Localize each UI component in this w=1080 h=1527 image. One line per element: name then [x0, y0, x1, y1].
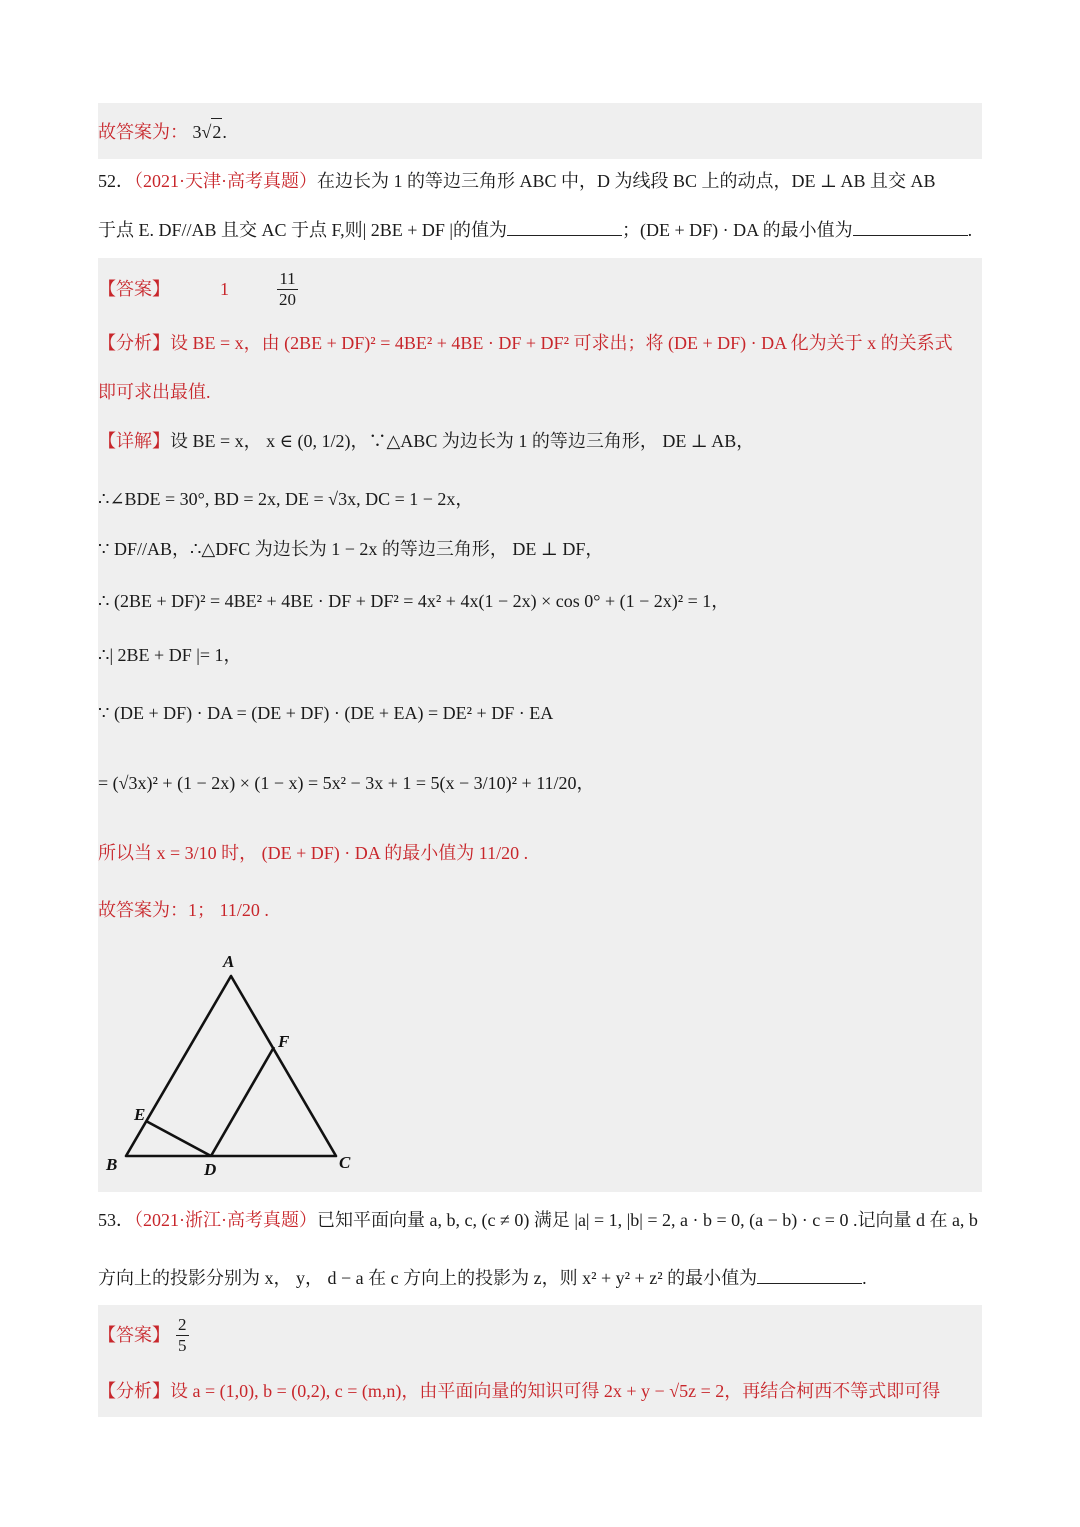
q53-analysis-line1 — [98, 1378, 982, 1404]
q53-stem2a: 方向上的投影分别为 x， y， d − a 在 c 方向上的投影为 z，则 x² + y² + z² 的最小值为 — [98, 1268, 758, 1288]
q53-answer-line — [98, 1310, 982, 1360]
q52-stem-line2 — [98, 217, 982, 243]
q53-answer-num: 2 — [178, 1314, 187, 1334]
label-f: F — [278, 1032, 290, 1051]
analysis-text-1: 设 BE = x，由 (2BE + DF)² = 4BE² + 4BE · DF + DF² 可求出；将 (DE + DF) · DA 化为关于 x 的关系式 — [170, 333, 953, 353]
segment-de — [146, 1121, 211, 1156]
detail-step-5: ∴| 2BE + DF |= 1， — [98, 645, 242, 665]
answer-fraction-num: 11 — [279, 268, 296, 288]
analysis-text-2: 即可求出最值. — [98, 382, 211, 402]
q53-stem-line1 — [98, 1207, 982, 1233]
q52-stem1: 在边长为 1 的等边三角形 ABC 中，D 为线段 BC 上的动点，DE ⊥ AB 且交 AB — [317, 171, 936, 191]
q53-stem1: 已知平面向量 a, b, c, (c ≠ 0) 满足 |a| = 1, |b| = 2, a · b = 0, (a − b) · c = 0 .记向量 d 在 a, b — [317, 1210, 978, 1230]
q52-source: （2021·天津·高考真题） — [134, 171, 317, 191]
answer-label: 【答案】 — [98, 279, 170, 299]
triangle-figure — [98, 945, 368, 1180]
answer-blank-1 — [507, 217, 622, 236]
q53-answer-den: 5 — [178, 1335, 187, 1355]
q52-detail-line7 — [98, 770, 982, 796]
q52-detail-line5 — [98, 642, 982, 668]
analysis-label: 【分析】 — [98, 333, 170, 353]
q52-stem2a: 于点 E. DF//AB 且交 AC 于点 F,则| 2BE + DF |的值为 — [98, 220, 507, 240]
q51-end: . — [222, 122, 227, 142]
q53-number: 53． — [98, 1210, 134, 1230]
q52-analysis-line1 — [98, 330, 982, 356]
q52-detail-line4 — [98, 588, 982, 614]
q52-detail-line8 — [98, 840, 982, 866]
q53-answer-fraction — [176, 1315, 189, 1356]
label-b: B — [106, 1155, 118, 1174]
q52-detail-line3 — [98, 536, 982, 562]
q52-stem2b: ；(DE + DF) · DA 的最小值为 — [621, 220, 853, 240]
label-d: D — [204, 1160, 217, 1179]
detail-final-answer: 故答案为：1； 11/20 . — [98, 900, 269, 920]
detail-step-3: ∵ DF//AB，∴△DFC 为边长为 1 − 2x 的等边三角形， DE ⊥ DF， — [98, 539, 604, 559]
triangle-abc — [126, 976, 336, 1156]
q51-answer-line — [98, 118, 982, 145]
q53-source: （2021·浙江·高考真题） — [134, 1210, 317, 1230]
detail-step-4: ∴ (2BE + DF)² = 4BE² + 4BE · DF + DF² = 4x² + 4x(1 − 2x) × cos 0° + (1 − 2x)² = 1， — [98, 591, 730, 611]
answer-blank-3 — [757, 1265, 862, 1284]
q52-detail-line9 — [98, 897, 982, 923]
label-c: C — [339, 1153, 351, 1172]
q51-answer-text: 故答案为： — [98, 122, 188, 142]
q52-stem-line1 — [98, 168, 982, 194]
q51-answer-value: 3√2 — [193, 122, 223, 142]
q53-stem-line2 — [98, 1265, 982, 1291]
q53-stem2b: . — [862, 1268, 867, 1288]
answer-value-1: 1 — [220, 279, 229, 299]
detail-step-8: 所以当 x = 3/10 时， (DE + DF) · DA 的最小值为 11/20 . — [98, 843, 529, 863]
q52-answer-line — [98, 264, 982, 314]
answer-fraction-den: 20 — [279, 289, 296, 309]
q52-number: 52． — [98, 171, 134, 191]
answer-fraction — [277, 269, 298, 310]
detail-label: 【详解】 — [98, 431, 170, 451]
detail-step-7: = (√3x)² + (1 − 2x) × (1 − x) = 5x² − 3x + 1 = 5(x − 3/10)² + 11/20， — [98, 773, 595, 793]
detail-step-2: ∴∠BDE = 30°, BD = 2x, DE = √3x, DC = 1 − 2x， — [98, 489, 474, 509]
q52-analysis-line2 — [98, 379, 982, 405]
q53-answer-label: 【答案】 — [98, 1325, 170, 1345]
q53-analysis-text: 设 a = (1,0), b = (0,2), c = (m,n)，由平面向量的知识可得 2x + y − √5z = 2，再结合柯西不等式即可得 — [170, 1381, 941, 1401]
q52-detail-line2 — [98, 486, 982, 512]
label-e: E — [134, 1105, 146, 1124]
answer-blank-2 — [853, 217, 968, 236]
detail-step-6: ∵ (DE + DF) · DA = (DE + DF) · (DE + EA) = DE² + DF · EA — [98, 703, 554, 723]
segment-df — [211, 1047, 274, 1156]
q52-detail-line1 — [98, 428, 982, 454]
detail-step-1: 设 BE = x， x ∈ (0, 1/2)，∵△ABC 为边长为 1 的等边三角形， DE ⊥ AB， — [170, 431, 755, 451]
q53-analysis-label: 【分析】 — [98, 1381, 170, 1401]
label-a: A — [223, 952, 235, 971]
q52-detail-line6 — [98, 700, 982, 726]
q52-stem2c: . — [967, 220, 973, 240]
